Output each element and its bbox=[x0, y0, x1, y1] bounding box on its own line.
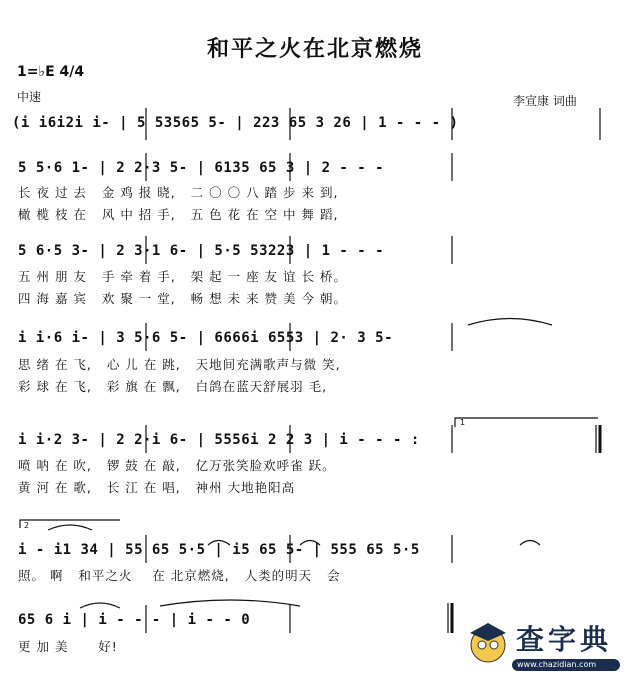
tie-arc bbox=[48, 525, 92, 530]
watermark-brand: 查字典 bbox=[516, 623, 613, 656]
tie-arc bbox=[160, 600, 300, 606]
tie-arc bbox=[300, 541, 320, 546]
intro-notes: (i i6i2i i- | 5 53565 5- | 223 65 3 26 | 1 - - - ) bbox=[12, 115, 459, 131]
line4-notes: i i·2 3- | 2 2·i 6- | 5556i 2 2 3 | i - - - : bbox=[18, 432, 420, 448]
line2-lyric-verse2: 四 海 嘉 宾 欢 聚 一 堂, 畅 想 未 来 赞 美 今 朝。 bbox=[18, 291, 347, 306]
volta-number: 2 bbox=[24, 521, 30, 530]
author-credit: 李宣康 词曲 bbox=[513, 94, 577, 108]
song-title: 和平之火在北京燃烧 bbox=[206, 36, 423, 62]
line3-notes: i i·6 i- | 3 5·6 5- | 6666i 6553 | 2· 3 5- bbox=[18, 330, 394, 346]
key-signature: 1=♭E 4/4 bbox=[17, 64, 85, 80]
line2-lyric-verse1: 五 州 朋 友 手 牵 着 手, 架 起 一 座 友 谊 长 桥。 bbox=[18, 269, 347, 284]
line1-lyric-verse1: 长 夜 过 去 金 鸡 报 晓, 二 〇 〇 八 踏 步 来 到, bbox=[18, 185, 339, 200]
tie-arc bbox=[520, 541, 540, 546]
line3-lyric-verse1: 思 绪 在 飞, 心 儿 在 跳, 天地间充满歌声与微 笑, bbox=[18, 357, 341, 372]
watermark-url: www.chazidian.com bbox=[517, 660, 597, 669]
line3-lyric-verse2: 彩 球 在 飞, 彩 旗 在 飘, 白鸽在蓝天舒展羽 毛, bbox=[18, 379, 328, 394]
tempo-marking: 中速 bbox=[17, 90, 42, 104]
volta-number: 1 bbox=[460, 418, 466, 427]
line6-notes: 65 6 i | i - - - | i - - 0 bbox=[18, 612, 251, 628]
line2-notes: 5 6·5 3- | 2 3·1 6- | 5·5 53223 | 1 - - - bbox=[18, 243, 385, 259]
line4-lyric-verse1: 喷 呐 在 吹, 锣 鼓 在 敲, 亿万张笑脸欢呼雀 跃。 bbox=[18, 458, 336, 473]
volta-bracket-2 bbox=[20, 520, 120, 528]
line5-lyric: 照。 啊 和平之火 在 北京燃烧, 人类的明天 会 bbox=[18, 568, 341, 583]
tie-arc bbox=[80, 603, 120, 608]
tie-arc bbox=[208, 541, 230, 546]
line1-notes: 5 5·6 1- | 2 2·3 5- | 6135 65 3 | 2 - - - bbox=[18, 160, 385, 176]
volta-bracket-1 bbox=[455, 418, 598, 427]
line5-notes: i - i1 34 | 55 65 5·5 | i5 65 5- | 555 65 5·5 bbox=[18, 542, 420, 558]
line4-lyric-verse2: 黄 河 在 歌, 长 江 在 唱, 神州 大地艳阳高 bbox=[18, 480, 296, 495]
line6-lyric: 更 加 美 好! bbox=[18, 639, 118, 654]
line1-lyric-verse2: 橄 榄 枝 在 风 中 招 手, 五 色 花 在 空 中 舞 蹈, bbox=[18, 207, 339, 222]
tie-arc bbox=[468, 319, 552, 326]
